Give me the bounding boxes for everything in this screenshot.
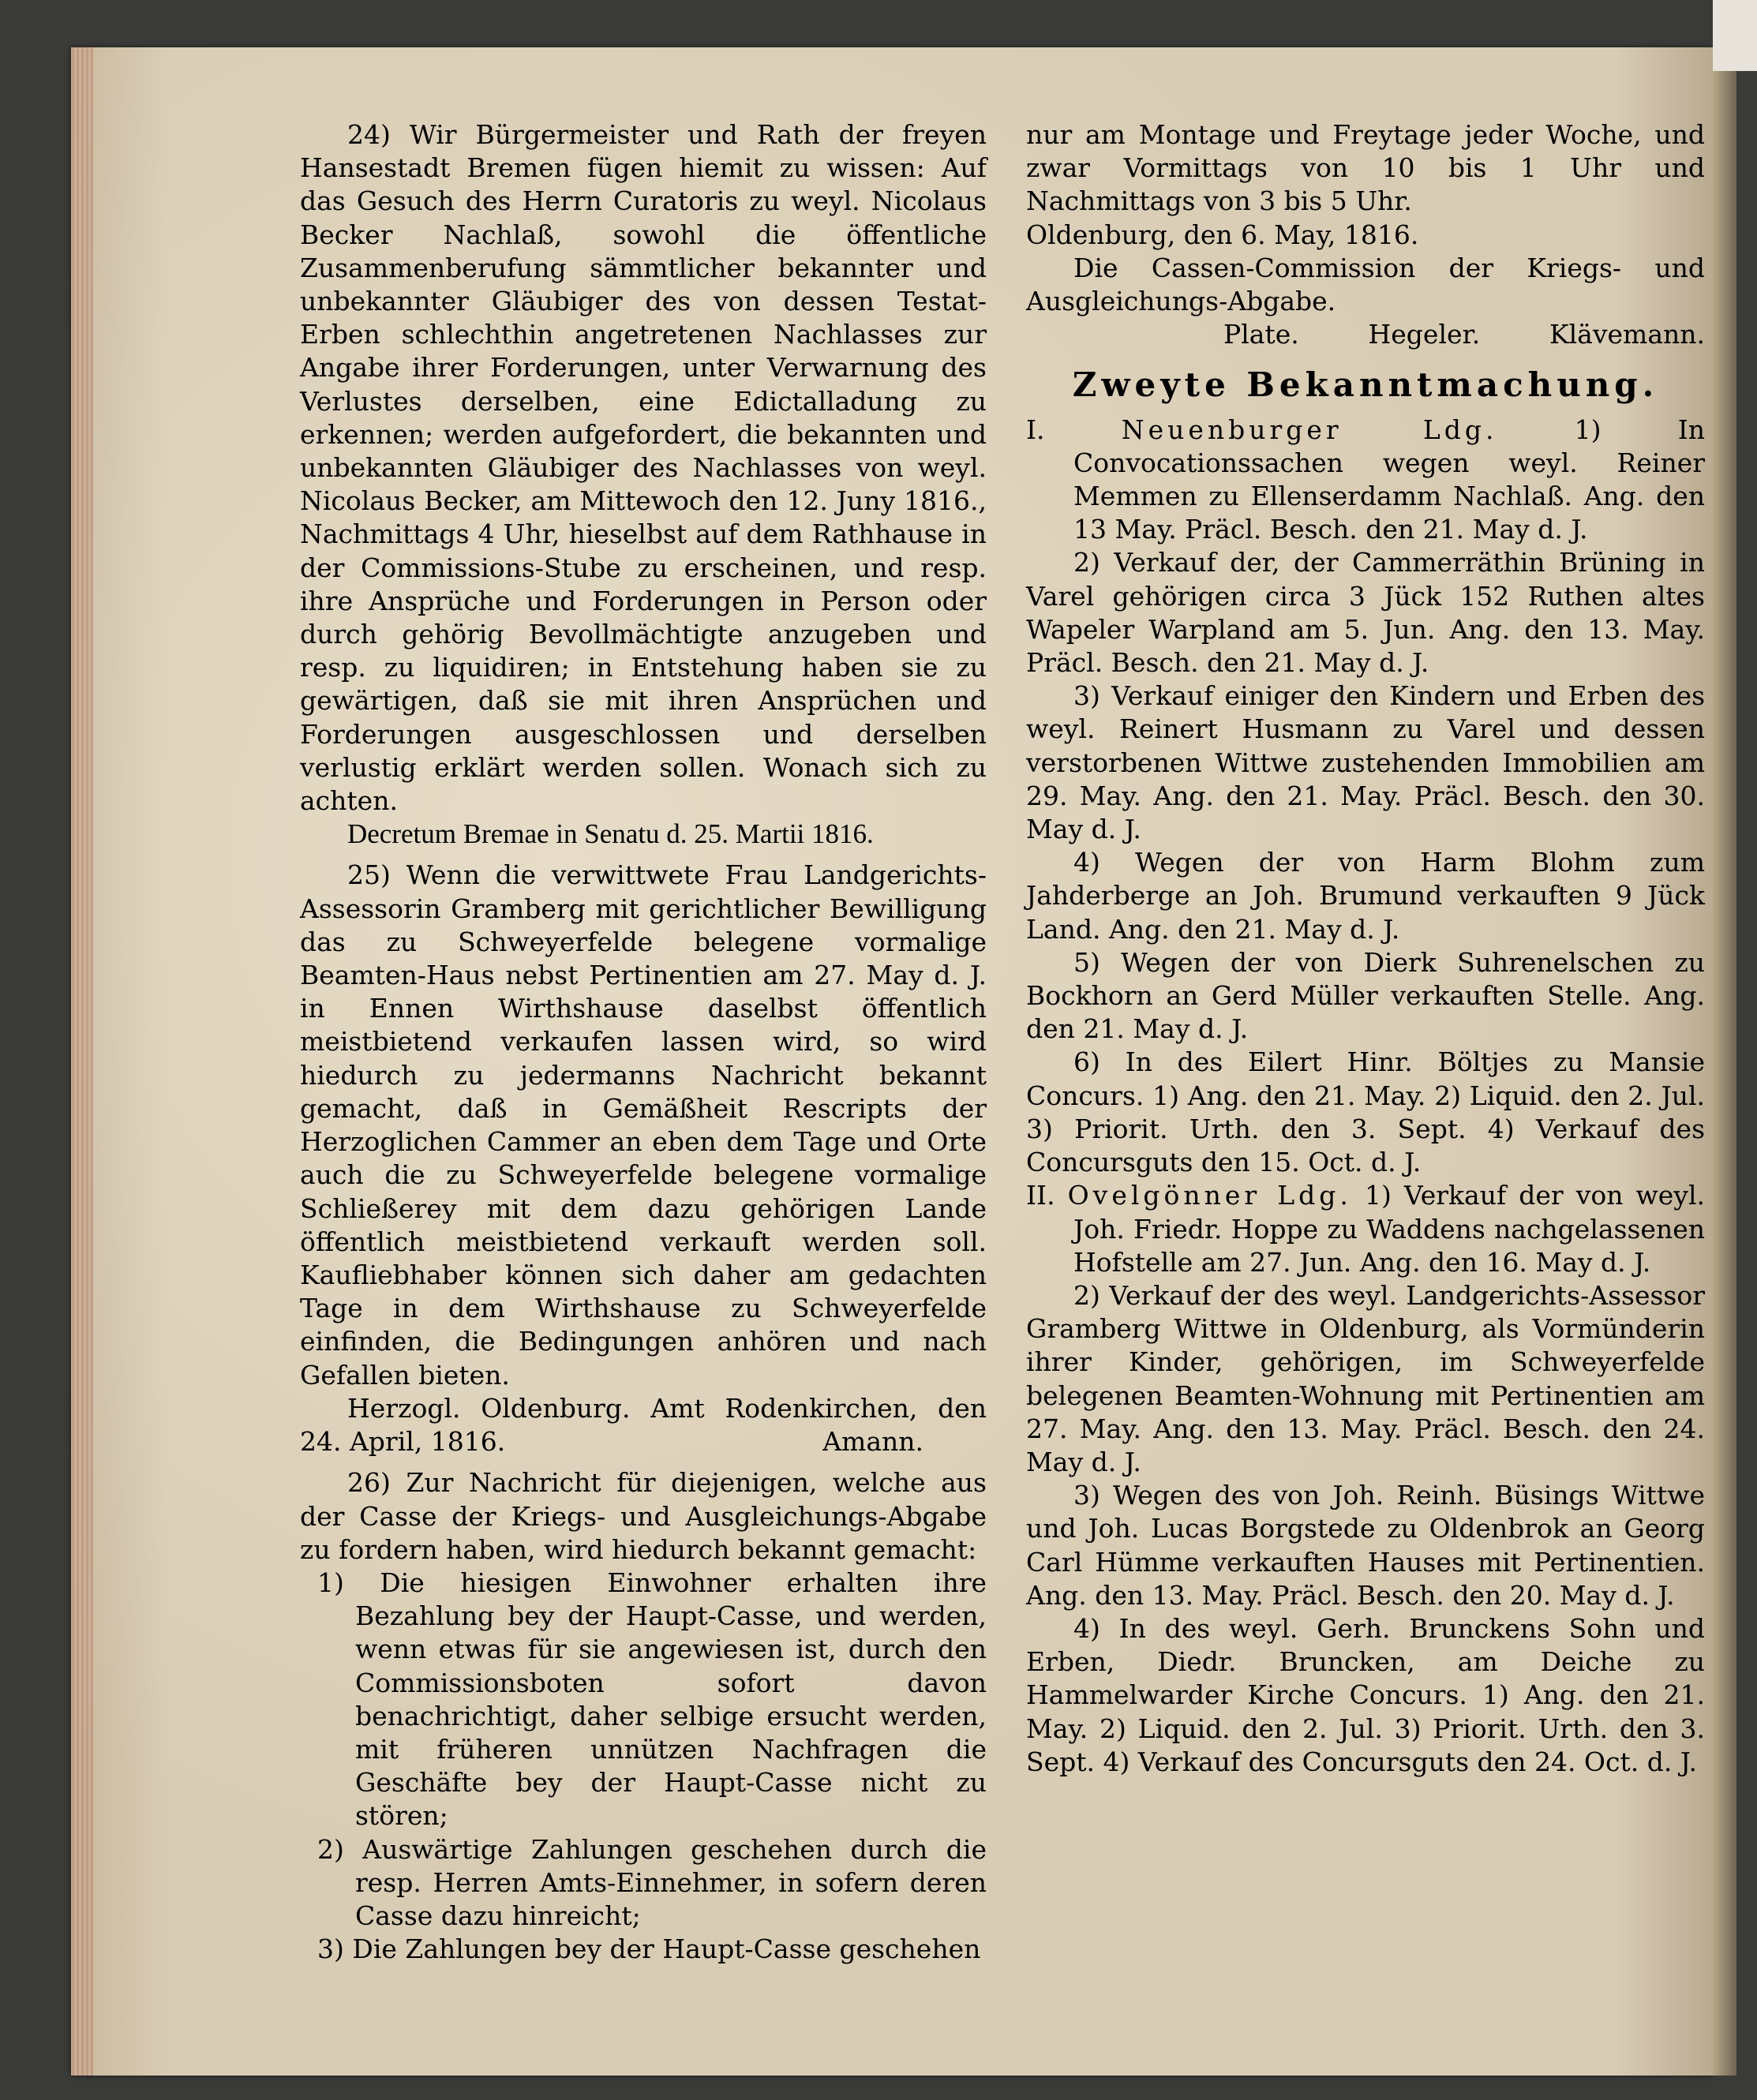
signer: Klävemann.	[1549, 319, 1705, 350]
notice-25-text: 25) Wenn die verwittwete Frau Landgerichts-Assessorin Gramberg mit gerichtlicher Bewilligung das zu Schweyerfelde belegene vormalige Beamten-Haus nebst Pertinentien am 27. May d. J. in Ennen Wirthshause daselbst öffentlich meistbietend verkaufen lassen wird, so wird hiedurch zu jedermanns Nachricht bekannt gemacht, daß in Gemäßheit Rescripts der Herzoglichen Cammer an eben dem Tage und Orte auch die zu Schweyerfelde belegene vormalige Schließerey mit dem dazu gehörigen Lande öffentlich meistbietend verkauft werden soll. Kaufliebhaber können sich daher am gedachten Tage in dem Wirthshause zu Schweyerfelde einfinden, die Bedingungen anhören und nach Gefallen bieten.	[300, 859, 987, 1391]
notice-25-signature-name: Amann.	[822, 1426, 923, 1458]
notice-24-decretum: Decretum Bremae in Senatu d. 25. Martii 1816.	[347, 818, 874, 850]
section-2-item-3: 3) Wegen des von Joh. Reinh. Büsings Wittwe und Joh. Lucas Borgstede zu Oldenbrok an Georg Carl Hümme verkauften Hauses mit Pertinentien. Ang. den 13. May. Präcl. Besch. den 20. May d. J.	[1026, 1480, 1705, 1611]
section-1-header	[1026, 414, 1705, 547]
section-1-item-6: 6) In des Eilert Hinr. Böltjes zu Mansie Concurs. 1) Ang. den 21. May. 2) Liquid. den 2. Jul. 3) Priorit. Urth. den 3. Sept. 4) Verkauf des Concursguts den 15. Oct. d. J.	[1026, 1046, 1705, 1178]
right-column	[1026, 118, 1705, 1779]
notice-26-place-date: Oldenburg, den 6. May, 1816.	[1026, 219, 1419, 250]
notice-25-signature-place: Herzogl. Oldenburg. Amt Rodenkirchen, den 24. April, 1816.	[300, 1392, 987, 1457]
page-right-edge	[1713, 47, 1736, 2076]
section-2-header	[1026, 1179, 1705, 1279]
section-1-item-4: 4) Wegen der von Harm Blohm zum Jahderberge an Joh. Brumund verkauften 9 Jück Land. Ang. den 21. May d. J.	[1026, 847, 1705, 945]
section-heading: Zweyte Bekanntmachung.	[1072, 365, 1659, 405]
section-1-item-2: 2) Verkauf der, der Cammerräthin Brüning in Varel gehörigen circa 3 Jück 152 Ruthen altes Wapeler Warpland am 5. Jun. Ang. den 13. May. Präcl. Besch. den 21. May d. J.	[1026, 547, 1705, 679]
notice-26-commission: Die Cassen-Commission der Kriegs- und Ausgleichungs-Abgabe.	[1026, 252, 1705, 317]
section-1-roman: I.	[1026, 414, 1045, 445]
notice-24-text: 24) Wir Bürgermeister und Rath der freyen Hansestadt Bremen fügen hiemit zu wissen: Auf das Gesuch des Herrn Curatoris zu weyl. Nicolaus Becker Nachlaß, sowohl die öffentliche Zusammenberufung sämmtlicher bekannter und unbekannter Gläubiger des von dessen Testat-Erben schlechthin angetretenen Nachlasses zur Angabe ihrer Forderungen, unter Verwarnung des Verlustes derselben, eine Edictalladung zu erkennen; werden aufgefordert, die bekannten und unbekannten Gläubiger des Nachlasses von weyl. Nicolaus Becker, am Mittewoch den 12. Juny 1816., Nachmittags 4 Uhr, hieselbst auf dem Rathhause in der Commissions-Stube zu erscheinen, und resp. ihre Ansprüche und Forderungen in Person oder durch gehörig Bevollmächtigte anzugeben und resp. zu liquidiren; in Entstehung haben sie zu gewärtigen, daß sie mit ihren Ansprüchen und Forderungen ausgeschlossen und derselben verlustig erklärt werden sollen. Wonach sich zu achten.	[300, 119, 987, 817]
section-1-item-5: 5) Wegen der von Dierk Suhrenelschen zu Bockhorn an Gerd Müller verkauften Stelle. Ang. den 21. May d. J.	[1026, 946, 1705, 1045]
section-2-name: Ovelgönner Ldg.	[1067, 1180, 1352, 1211]
notice-25	[300, 859, 987, 1458]
left-column	[300, 118, 987, 1974]
background-corner	[1713, 0, 1757, 71]
notice-26-signers	[1026, 318, 1705, 351]
section-2-roman: II.	[1026, 1180, 1055, 1211]
signer: Hegeler.	[1368, 319, 1481, 350]
notice-26	[300, 1466, 987, 1966]
section-1-item-3: 3) Verkauf einiger den Kindern und Erben des weyl. Reinert Husmann zu Varel und dessen verstorbenen Wittwe zustehenden Immobilien am 29. May. Ang. den 21. May. Präcl. Besch. den 30. May d. J.	[1026, 680, 1705, 845]
signer: Plate.	[1223, 319, 1299, 350]
notice-26-item-1: 1) Die hiesigen Einwohner erhalten ihre Bezahlung bey der Haupt-Casse, und werden, wenn etwas für sie angewiesen ist, durch den Commissionsboten sofort davon benachrichtigt, daher selbige ersucht werden, mit früheren unnützen Nachfragen die Geschäfte bey der Haupt-Casse nicht zu stören;	[317, 1567, 987, 1832]
page-edge	[71, 47, 93, 2076]
section-2-item-4: 4) In des weyl. Gerh. Brunckens Sohn und Erben, Diedr. Bruncken, am Deiche zu Hammelwarder Kirche Concurs. 1) Ang. den 21. May. 2) Liquid. den 2. Jul. 3) Priorit. Urth. den 3. Sept. 4) Verkauf des Concursguts den 24. Oct. d. J.	[1026, 1612, 1705, 1777]
section-1-name: Neuenburger Ldg.	[1121, 414, 1498, 445]
notice-26-item-3: 3) Die Zahlungen bey der Haupt-Casse geschehen	[317, 1933, 981, 1965]
section-2-item-2: 2) Verkauf der des weyl. Landgerichts-Assessor Gramberg Wittwe in Oldenburg, als Vormünderin ihrer Kinder, gehörigen, im Schweyerfelde belegenen Beamten-Wohnung mit Pertinentien am 27. May. Ang. den 13. May. Präcl. Besch. den 24. May d. J.	[1026, 1279, 1705, 1477]
section-1-item-1: 1) In Convocationssachen wegen weyl. Reiner Memmen zu Ellenserdamm Nachlaß. Ang. den 13 May. Präcl. Besch. den 21. May d. J.	[1073, 414, 1705, 545]
notice-26-intro: 26) Zur Nachricht für diejenigen, welche aus der Casse der Kriegs- und Ausgleichungs-Abgabe zu fordern haben, wird hiedurch bekannt gemacht:	[300, 1467, 987, 1565]
notice-26-item-2: 2) Auswärtige Zahlungen geschehen durch die resp. Herren Amts-Einnehmer, in sofern deren Casse dazu hinreicht;	[317, 1833, 987, 1931]
notice-26-continuation: nur am Montage und Freytage jeder Woche, und zwar Vormittags von 10 bis 1 Uhr und Nachmittags von 3 bis 5 Uhr.	[1026, 119, 1705, 217]
section-2-item-1: 1) Verkauf der von weyl. Joh. Friedr. Hoppe zu Waddens nachgelassenen Hofstelle am 27. Jun. Ang. den 16. May d. J.	[1073, 1180, 1705, 1278]
notice-24	[300, 118, 987, 851]
